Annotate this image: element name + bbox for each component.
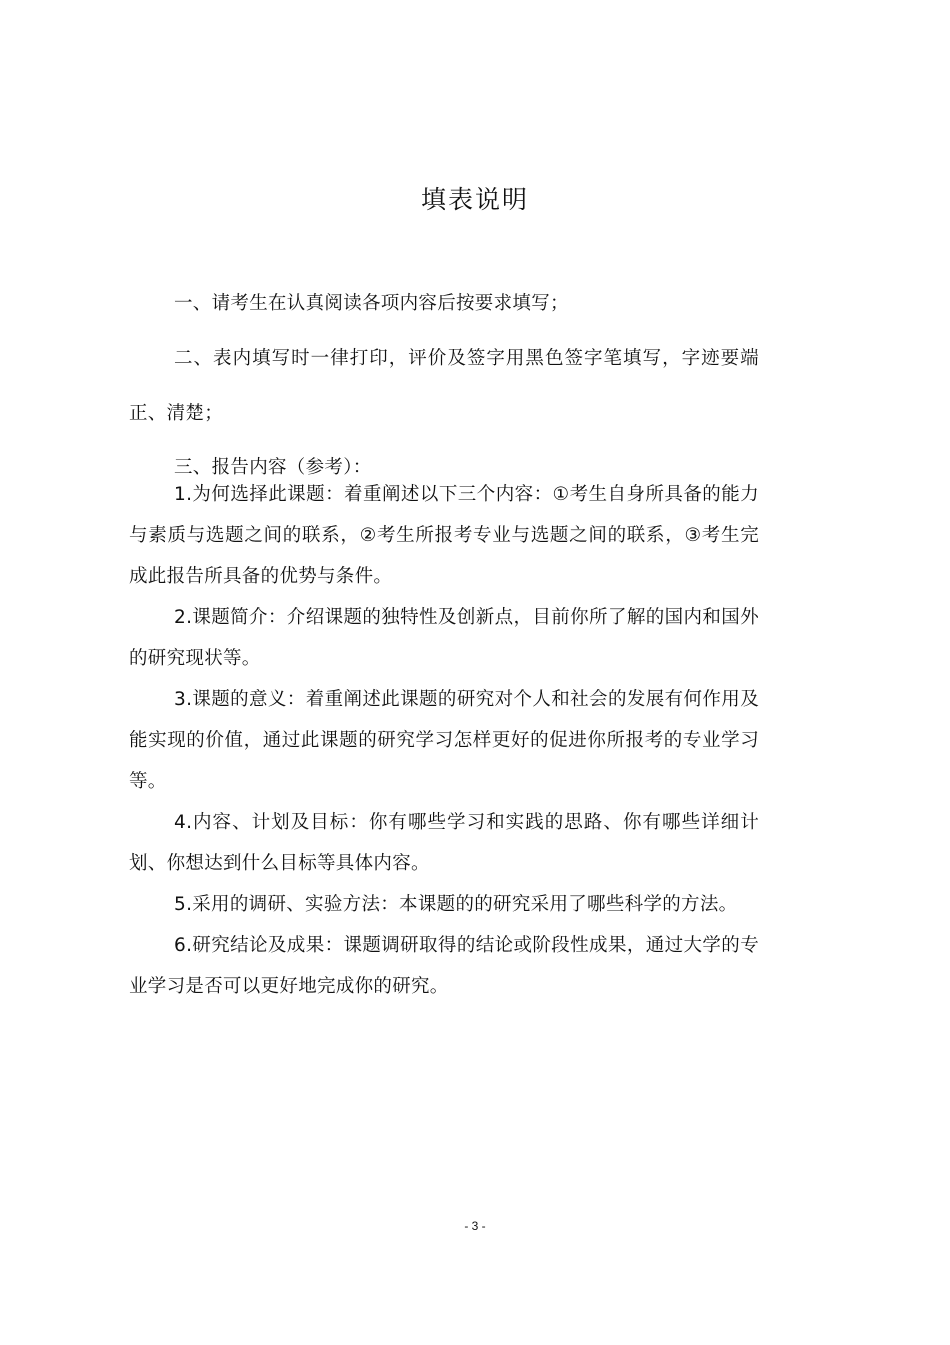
list-item-results: 6.研究结论及成果：课题调研取得的结论或阶段性成果，通过大学的专业学习是否可以更好地完成你的研究。 [129,935,759,997]
list-item-summary: 2.课题简介：介绍课题的独特性及创新点，目前你所了解的国内和国外的研究现状等。 [129,607,759,669]
list-item-plan: 4.内容、计划及目标：你有哪些学习和实践的思路、你有哪些详细计划、你想达到什么目标等具体内容。 [129,812,759,874]
list-item-reason: 1.为何选择此课题：着重阐述以下三个内容：①考生自身所具备的能力与素质与选题之间的联系，②考生所报考专业与选题之间的联系，③考生完成此报告所具备的优势与条件。 [129,484,759,587]
report-content-list [129,474,759,1007]
page-number: - 3 - [464,1219,486,1233]
list-item-significance: 3.课题的意义：着重阐述此课题的研究对个人和社会的发展有何作用及能实现的价值，通过此课题的研究学习怎样更好的促进你所报考的专业学习等。 [129,689,759,792]
page-title: 填表说明 [420,185,529,214]
list-item-methods: 5.采用的调研、实验方法：本课题的的研究采用了哪些科学的方法。 [174,894,738,915]
instruction-3: 三、报告内容（参考）： [174,457,372,478]
instruction-2: 二、表内填写时一律打印，评价及签字用黑色签字笔填写，字迹要端正、清楚； [129,348,759,424]
instruction-1: 一、请考生在认真阅读各项内容后按要求填写； [174,293,569,314]
instructions-body [129,276,759,488]
